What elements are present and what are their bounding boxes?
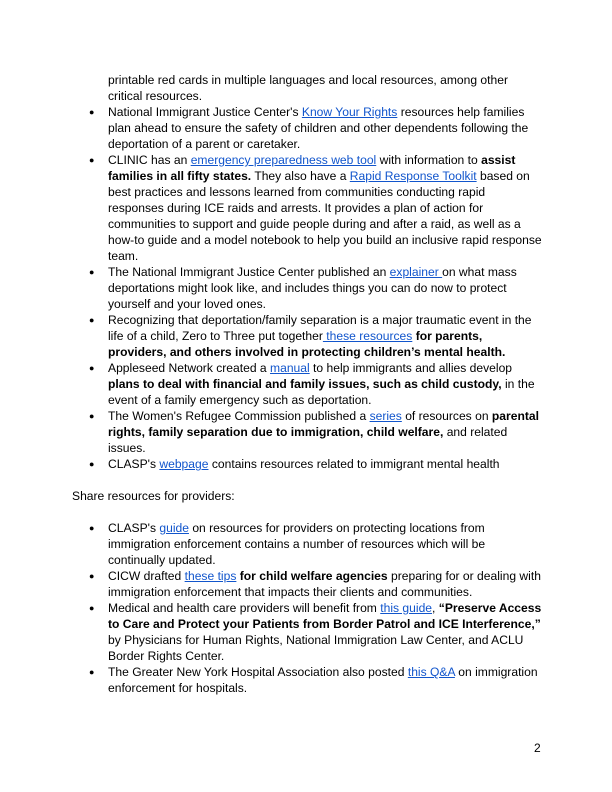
this-qa-link[interactable]: this Q&A [407,665,455,679]
list-item: ● Appleseed Network created a manual to help immigrants and allies develop plans to deal with financial and family issues, such as child custody, in the event of a family emergency such as deportation. [72,360,542,408]
page-number: 2 [534,741,541,755]
webpage-link[interactable]: webpage [159,457,209,471]
list-item: ● CICW drafted these tips for child welfare agencies preparing for or dealing with immigration enforcement that impacts their clients and communities. [72,568,542,600]
series-link[interactable]: series [369,409,402,423]
provider-resources-list [72,520,542,696]
document-page [72,72,542,696]
continuation-text: printable red cards in multiple languages and local resources, among other critical resources. [108,73,508,103]
list-item: ● CLASP's guide on resources for providers on protecting locations from immigration enforcement contains a number of resources which will be continually updated. [72,520,542,568]
rapid-response-toolkit-link[interactable]: Rapid Response Toolkit [349,169,477,183]
list-item: ● The Women's Refugee Commission published a series of resources on parental rights, family separation due to immigration, child welfare, and related issues. [72,408,542,456]
providers-heading: Share resources for providers: [72,489,235,503]
manual-link[interactable]: manual [270,361,310,375]
explainer-link[interactable]: explainer [389,265,443,279]
these-resources-link[interactable]: these resources [322,329,413,343]
know-your-rights-link[interactable]: Know Your Rights [301,105,398,119]
list-item: ● CLASP's webpage contains resources related to immigrant mental health [72,456,542,472]
list-item: ● CLINIC has an emergency preparedness web tool with information to assist families in all fifty states. They also have a Rapid Response Toolkit based on best practices and lessons learned from communities conducting rapid responses during ICE raids and arrests. It provides a plan of action for communities to support and guide people during and after a raid, as well as a how-to guide and a model notebook to help you build an inclusive rapid response team. [72,152,542,264]
family-resources-list [72,104,542,472]
list-item: ● National Immigrant Justice Center's Know Your Rights resources help families plan ahead to ensure the safety of children and other dependents following the deportation of a parent or caretaker. [72,104,542,152]
list-item: ● The National Immigrant Justice Center published an explainer on what mass deportations might look like, and includes things you can do now to protect yourself and your loved ones. [72,264,542,312]
list-item: ● Medical and health care providers will benefit from this guide, “Preserve Access to Care and Protect your Patients from Border Patrol and ICE Interference,” by Physicians for Human Rights, National Immigration Law Center, and ACLU Border Rights Center. [72,600,542,664]
these-tips-link[interactable]: these tips [184,569,237,583]
guide-link[interactable]: guide [159,521,189,535]
this-guide-link[interactable]: this guide [380,601,433,615]
emergency-preparedness-link[interactable]: emergency preparedness web tool [190,153,377,167]
list-item: ● Recognizing that deportation/family separation is a major traumatic event in the life of a child, Zero to Three put together these resources for parents, providers, and others involved in protecting children’s mental health. [72,312,542,360]
list-item: ● The Greater New York Hospital Association also posted this Q&A on immigration enforcement for hospitals. [72,664,542,696]
